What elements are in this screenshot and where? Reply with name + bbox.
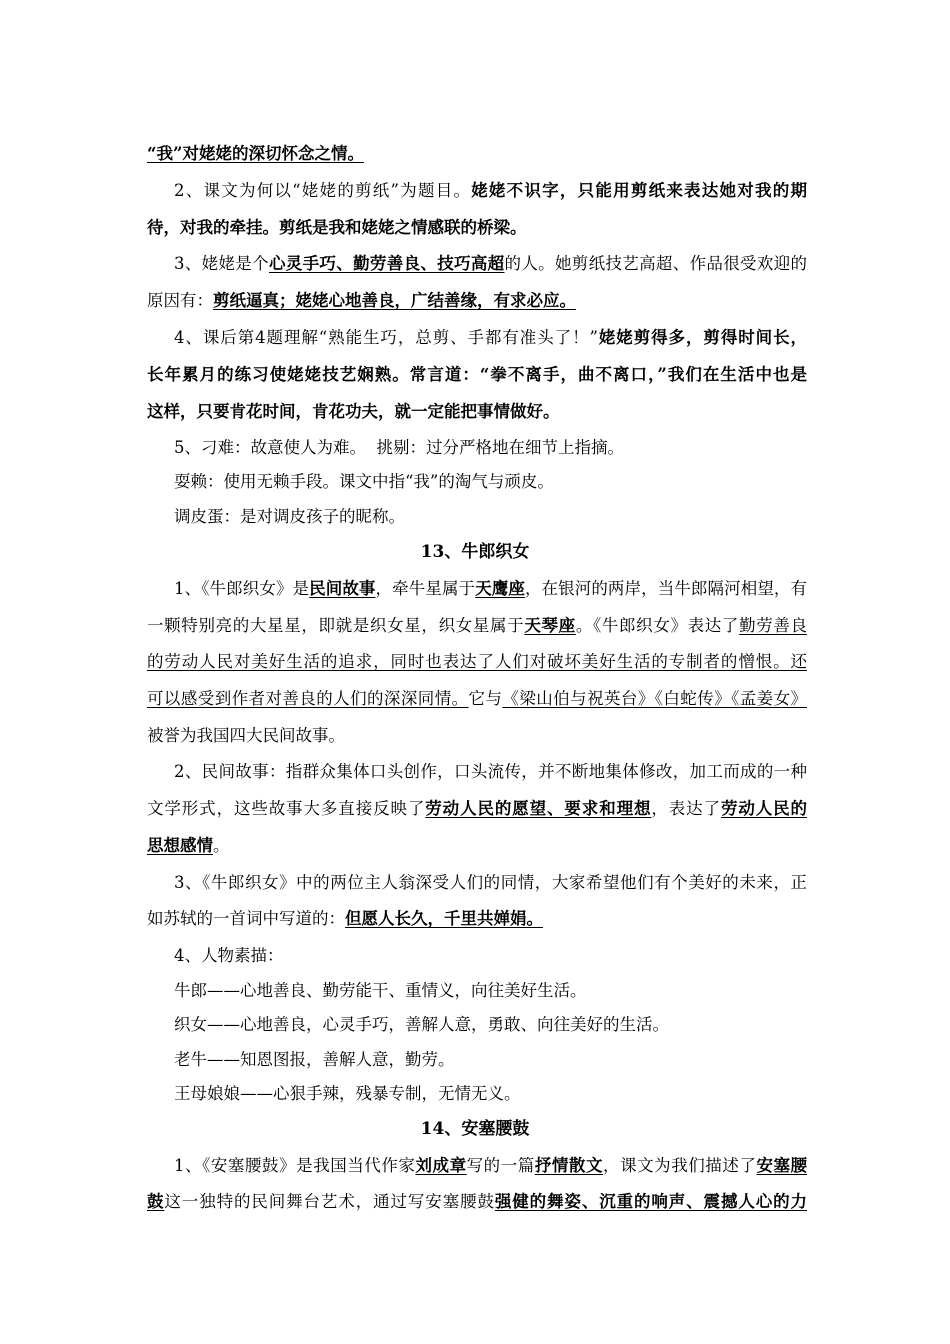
- line-03: [0, 216, 950, 240]
- line-02: [0, 179, 807, 203]
- answer-text: “我”对姥姥的深切怀念之情。: [147, 144, 364, 163]
- text-run: 1、《安塞腰鼓》是我国当代作家: [174, 1156, 416, 1175]
- line-01: [0, 142, 950, 166]
- section-heading-14: [0, 1117, 950, 1141]
- answer-text: 刘成章: [415, 1156, 467, 1175]
- line-21: [0, 907, 950, 931]
- answer-text: 抒情散文: [534, 1156, 604, 1175]
- text-run: 2、民间故事：指群众集体口头创作，口头流传，并不断地集体修改，加工而成的一种: [174, 762, 807, 781]
- answer-text: 长年累月的练习使姥姥技艺娴熟。常言道：“拳不离手，曲不离口，”我们在生活中也是: [147, 365, 807, 384]
- line-06: [0, 326, 807, 350]
- line-11: [0, 505, 950, 529]
- answer-text: 姥姥剪得多，剪得时间长，: [597, 328, 808, 347]
- answer-text: 剪纸逼真；姥姥心地善良，广结善缘，有求必应。: [213, 291, 576, 310]
- text-run: 一颗特别亮的大星星，即就是织女星，织女星属于: [147, 616, 525, 635]
- answer-text: 鼓: [147, 1192, 165, 1211]
- line-15: [0, 687, 807, 711]
- line-25: [0, 1048, 950, 1072]
- line-28: [0, 1190, 807, 1214]
- text-run: 4、人物素描：: [174, 946, 284, 965]
- answer-text: 劳动人民的愿望、要求和理想: [425, 799, 652, 818]
- answer-text: 这样，只要肯花时间，肯花功夫，就一定能把事情做好。: [147, 402, 560, 421]
- line-20: [0, 871, 807, 895]
- line-07: [0, 363, 807, 387]
- text-run: 的人。她剪纸技艺高超、作品很受欢迎的: [504, 254, 808, 273]
- line-23: [0, 979, 950, 1003]
- line-17: [0, 760, 807, 784]
- line-16: [0, 724, 950, 748]
- text-run: 织女——心地善良，心灵手巧，善解人意，勇敢、向往美好的生活。: [174, 1015, 669, 1034]
- answer-text: 天琴座: [524, 616, 576, 635]
- line-08: [0, 400, 950, 424]
- answer-text: 但愿人长久，千里共婵娟。: [345, 909, 543, 928]
- text-run: 老牛——知恩图报，善解人意，勤劳。: [174, 1050, 455, 1069]
- text-run: ，课文为我们描述了: [603, 1156, 757, 1175]
- answer-text: 待，对我的牵挂。剪纸是我和姥姥之情感联的桥梁。: [147, 218, 527, 237]
- text-run: 写的一篇: [466, 1156, 535, 1175]
- text-run: 如苏轼的一首词中写道的：: [147, 909, 345, 928]
- line-13: [0, 614, 807, 638]
- text-run: 调皮蛋：是对调皮孩子的昵称。: [174, 507, 405, 526]
- text-run: 3、《牛郎织女》中的两位主人翁深受人们的同情，大家希望他们有个美好的未来，正: [174, 873, 807, 892]
- answer-text: 思想感情: [147, 836, 213, 855]
- answer-text: 民间故事: [309, 579, 376, 598]
- heading-text: 13、牛郎织女: [420, 542, 530, 562]
- line-27: [0, 1154, 807, 1178]
- answer-text: 劳动人民的: [720, 799, 808, 818]
- text-run: 。: [213, 836, 230, 855]
- text-run: 这一独特的民间舞台艺术，通过写安塞腰鼓: [164, 1192, 495, 1211]
- line-18: [0, 797, 807, 821]
- heading-text: 14、安塞腰鼓: [420, 1119, 530, 1139]
- answer-text: 勤劳善良: [739, 616, 808, 635]
- text-run: 。《牛郎织女》表达了: [575, 616, 740, 635]
- answer-text: 心灵手巧、勤劳善良、技巧高超: [268, 254, 505, 273]
- text-run: 耍赖：使用无赖手段。课文中指“我”的淘气与顽皮。: [174, 472, 554, 491]
- line-05: [0, 289, 950, 313]
- answer-text: 安塞腰: [756, 1156, 808, 1175]
- line-24: [0, 1013, 950, 1037]
- text-run: 王母娘娘——心狠手辣，残暴专制，无情无义。: [174, 1084, 521, 1103]
- text-run: 被誉为我国四大民间故事。: [147, 726, 345, 745]
- text-run: ，牵牛星属于: [375, 579, 476, 598]
- text-run: ，在银河的两岸，当牛郎隔河相望，有: [524, 579, 808, 598]
- question-text: 2、课文为何以“姥姥的剪纸”为题目。: [174, 181, 472, 200]
- answer-text: 姥姥不识字，只能用剪纸来表达她对我的期: [471, 181, 808, 200]
- line-14: [0, 650, 807, 674]
- text-run: 文学形式，这些故事大多直接反映了: [147, 799, 426, 818]
- text-run: 它与: [468, 689, 503, 708]
- line-22: [0, 944, 950, 968]
- question-text: 4、课后第4题理解“熟能生巧，总剪、手都有准头了！”: [174, 328, 598, 347]
- line-19: [0, 834, 950, 858]
- text-run: 3、姥姥是个: [174, 254, 269, 273]
- section-heading-13: [0, 540, 950, 564]
- line-26: [0, 1082, 950, 1106]
- answer-text: 《梁山伯与祝英台》《白蛇传》《孟姜女》: [502, 689, 808, 708]
- text-run: ，表达了: [651, 799, 721, 818]
- text-run: 5、刁难：故意使人为难。 挑剔：过分严格地在细节上指摘。: [174, 438, 624, 457]
- line-12: [0, 577, 807, 601]
- text-run: 原因有：: [147, 291, 213, 310]
- answer-text: 的劳动人民对美好生活的追求，同时也表达了人们对破坏美好生活的专制者的憎恨。还: [147, 652, 807, 671]
- text-run: 1、《牛郎织女》是: [174, 579, 310, 598]
- line-10: [0, 470, 950, 494]
- answer-text: 可以感受到作者对善良的人们的深深同情。: [147, 689, 469, 708]
- line-09: [0, 436, 950, 460]
- answer-text: 强健的舞姿、沉重的响声、震撼人心的力: [494, 1192, 808, 1211]
- answer-text: 天鹰座: [475, 579, 525, 598]
- text-run: 牛郎——心地善良、勤劳能干、重情义，向往美好生活。: [174, 981, 587, 1000]
- line-04: [0, 252, 807, 276]
